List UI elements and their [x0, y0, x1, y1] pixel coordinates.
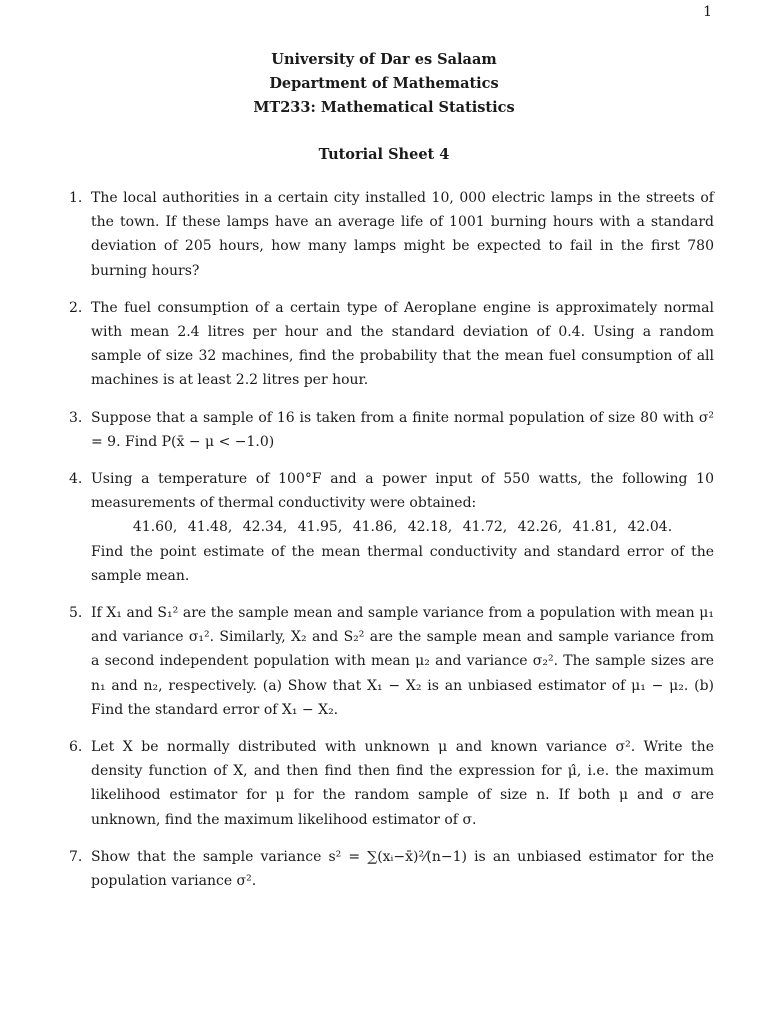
question-number: 7. — [69, 848, 83, 865]
question-text: Suppose that a sample of 16 is taken from a finite normal population of size 80 with σ² = 9. Find P(x̄ − μ < −1.0) — [91, 409, 714, 450]
question-text: The fuel consumption of a certain type of Aeroplane engine is approximately normal with mean 2.4 litres per hour and the standard deviation of 0.4. Using a random sample of size 32 machines, find the probability that the mean fuel consumption of all machines is at least 2.2 litres per hour. — [91, 299, 714, 389]
question-text: Show that the sample variance s² = ∑(xᵢ−x̄)²⁄(n−1) is an unbiased estimator for the population variance σ². — [91, 848, 714, 890]
document-header — [0, 48, 768, 120]
question-number: 5. — [69, 605, 83, 622]
question-7 — [66, 845, 714, 893]
course-title: MT233: Mathematical Statistics — [253, 99, 515, 116]
question-1 — [66, 186, 714, 283]
question-4 — [66, 467, 714, 588]
question-text: The local authorities in a certain city installed 10, 000 electric lamps in the streets of the town. If these lamps have an average life of 1001 burning hours with a standard deviation of 205 hours, how many lamps might be expected to fail in the first 780 burning hours? — [91, 190, 714, 279]
measurement-values: 41.60, 41.48, 42.34, 41.95, 41.86, 42.18, 41.72, 42.26, 41.81, 42.04. — [132, 519, 673, 536]
question-6 — [66, 735, 714, 832]
question-list — [66, 186, 714, 906]
question-follow-up: Find the point estimate of the mean thermal conductivity and standard error of the sample mean. — [91, 543, 714, 584]
question-2 — [66, 296, 714, 393]
question-text: If X₁ and S₁² are the sample mean and sample variance from a population with mean μ₁ and variance σ₁². Similarly, X₂ and S₂² are the sample mean and sample variance from a second independent population with mean μ₂ and variance σ₂². The sample sizes are n₁ and n₂, respectively. (a) Show that X₁ − X₂ is an unbiased estimator of μ₁ − μ₂. (b) Find the standard error of X₁ − X₂. — [91, 605, 714, 718]
question-5 — [66, 601, 714, 722]
question-text: Using a temperature of 100°F and a power input of 550 watts, the following 10 measurements of thermal conductivity were obtained: — [91, 471, 714, 512]
question-number: 1. — [69, 190, 83, 206]
sheet-title: Tutorial Sheet 4 — [318, 146, 450, 163]
question-number: 3. — [69, 409, 83, 426]
question-text: Let X be normally distributed with unknown μ and known variance σ². Write the density function of X, and then find then find the expression for μ̂, i.e. the maximum likelihood estimator for μ for the random sample of size n. If both μ and σ are unknown, find the maximum likelihood estimator of σ. — [91, 739, 714, 828]
page-number: 1 — [703, 4, 712, 20]
university-name: University of Dar es Salaam — [271, 51, 497, 68]
question-number: 2. — [69, 299, 83, 316]
department-name: Department of Mathematics — [269, 75, 499, 92]
question-number: 6. — [69, 739, 83, 756]
question-3 — [66, 406, 714, 454]
question-number: 4. — [69, 471, 83, 488]
